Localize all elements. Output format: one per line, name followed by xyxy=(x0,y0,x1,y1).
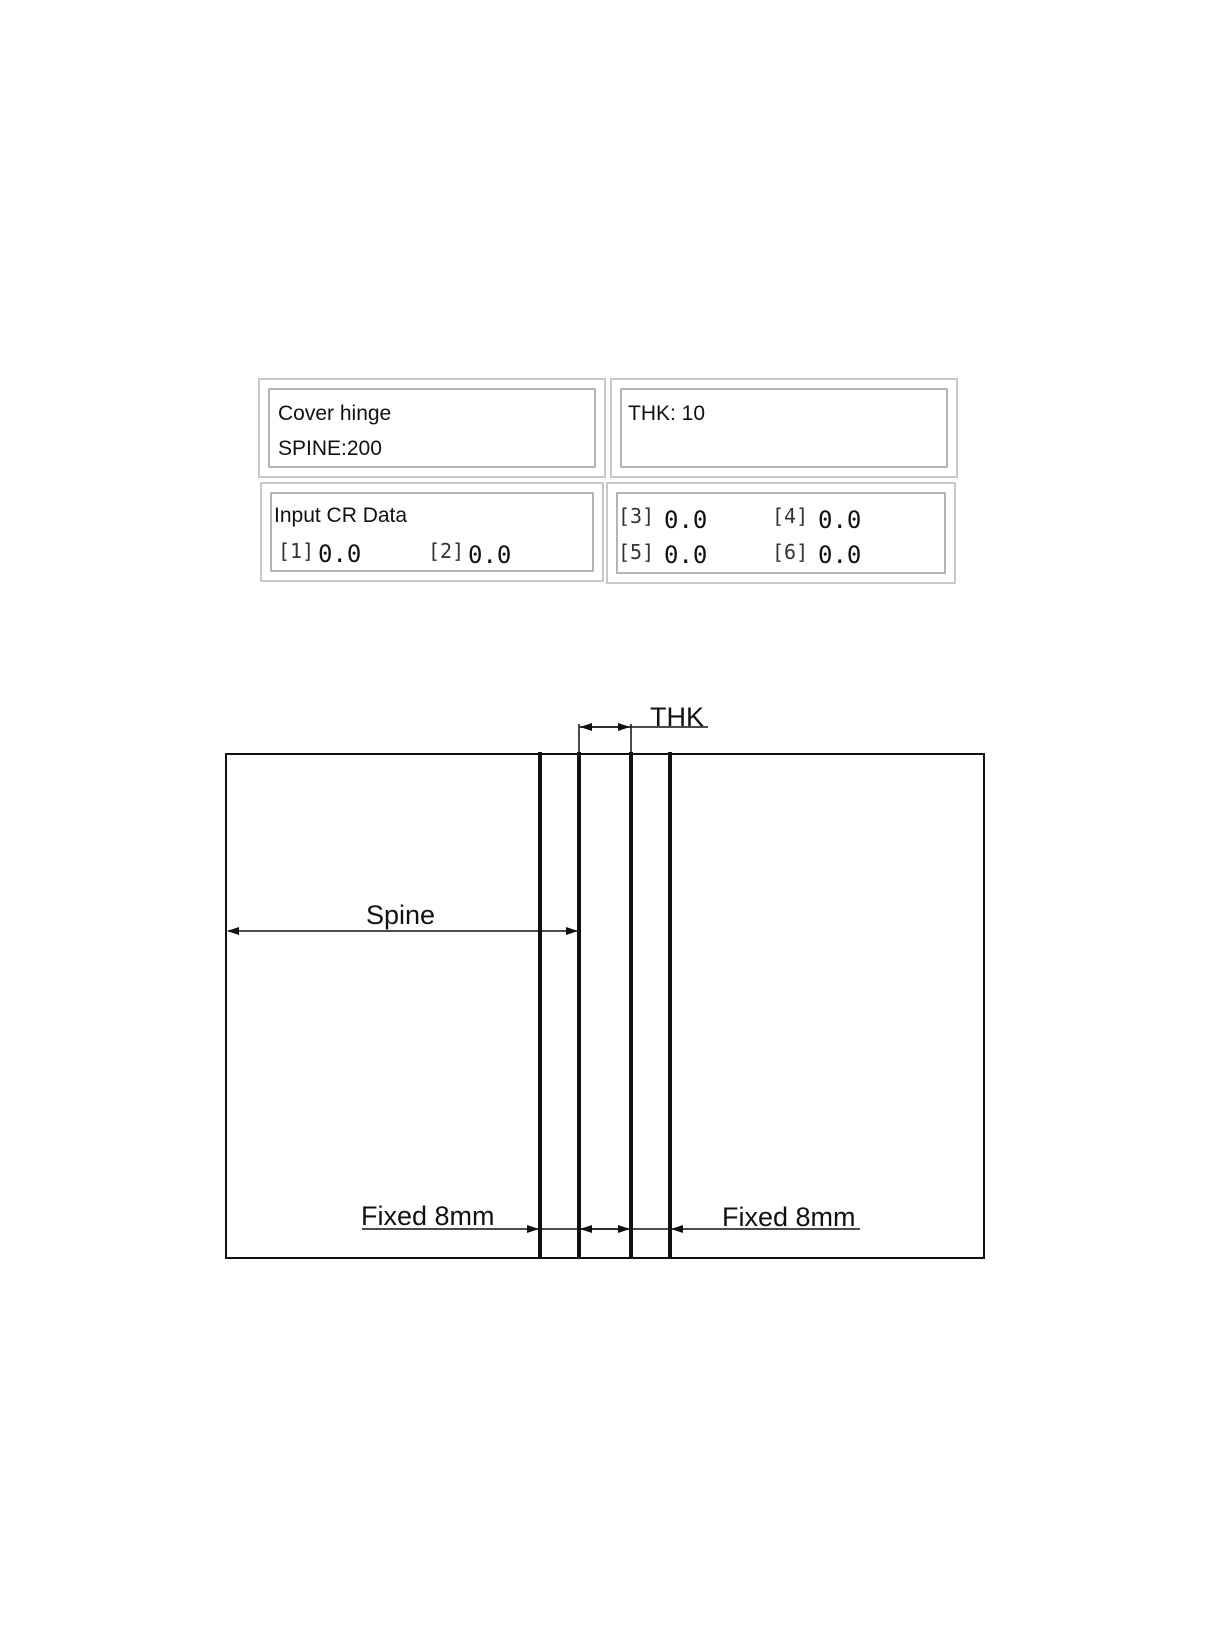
field-label-6: [6] xyxy=(772,540,809,564)
field-value-1[interactable]: 0.0 xyxy=(318,540,362,568)
spine-value: SPINE:200 xyxy=(278,437,382,460)
input-cr-heading: Input CR Data xyxy=(274,504,408,527)
fixed-left-label: Fixed 8mm xyxy=(361,1201,495,1231)
fixed-right-label: Fixed 8mm xyxy=(722,1202,856,1232)
cover-outline xyxy=(226,754,984,1258)
field-label-5: [5] xyxy=(618,540,655,564)
field-label-1: [1] xyxy=(278,539,315,563)
field-label-4: [4] xyxy=(772,504,809,528)
mode-title: Cover hinge xyxy=(278,402,392,425)
field-label-2: [2] xyxy=(428,539,465,563)
spine-label: Spine xyxy=(366,900,436,930)
field-value-5[interactable]: 0.0 xyxy=(664,541,708,569)
field-value-2[interactable]: 0.0 xyxy=(468,541,512,569)
field-value-6[interactable]: 0.0 xyxy=(818,541,862,569)
field-label-3: [3] xyxy=(618,504,655,528)
field-value-3[interactable]: 0.0 xyxy=(664,506,708,534)
thk-label: THK xyxy=(650,702,704,732)
thickness-value: THK: 10 xyxy=(628,402,706,425)
field-value-4[interactable]: 0.0 xyxy=(818,506,862,534)
